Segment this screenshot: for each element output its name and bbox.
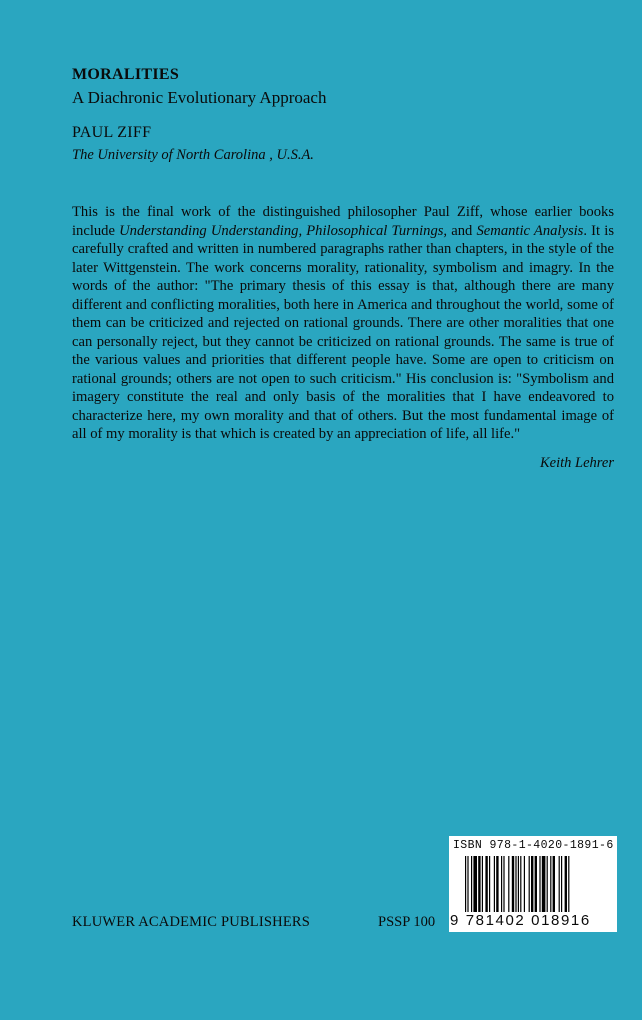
blurb-text-1: This is the final work of the distinguished philosopher Paul Ziff, whose earlier books include <box>72 204 614 239</box>
isbn-label: ISBN 978-1-4020-1891-6 <box>453 839 614 852</box>
barcode-bar <box>529 856 530 914</box>
barcode-bar <box>553 856 555 914</box>
barcode-bar <box>501 856 502 914</box>
barcode-bar <box>550 856 551 914</box>
barcode-bar <box>520 856 521 914</box>
barcode-bar <box>494 856 495 914</box>
barcode-bars <box>465 856 605 918</box>
blurb-text-3: . It is carefully crafted and written in numbered paragraphs rather than chapters, in the style of the later Wittgenstein. The work concerns morality, rationality, symbolism and imagry. In the words of the author: "The primary thesis of this essay is that, although there are many different and conflicting moralities, both here in America and throughout the world, some of them can be criticized and rejected on rational grounds. There are other moralities that one can personally reject, but they cannot be criticized on rational grounds. The same is true of the various values and priorities that different people have. Some are open to criticism on rational grounds; others are not open to such criticism." His conclusion is: "Symbolism and imagery constitute the real and only basis of the moralities that I have endeavored to characterize here, my own morality and that of others. But the most fundamental image of all of my morality is that which is created by an appreciation of life, all life." <box>72 222 615 442</box>
barcode-bar <box>467 856 468 914</box>
barcode-bar <box>503 856 504 914</box>
barcode-bar <box>465 856 466 914</box>
barcode-bar <box>568 856 569 914</box>
barcode-bar <box>539 856 540 914</box>
barcode-bar <box>515 856 516 914</box>
book-description <box>72 203 614 444</box>
barcode-bar <box>489 856 490 914</box>
barcode-bar <box>565 856 567 914</box>
barcode-bar <box>496 856 498 914</box>
blurb-italic-titles: Understanding Understanding, Philosophical Turnings, <box>119 222 448 239</box>
barcode-bar <box>473 856 477 914</box>
barcode-bar <box>524 856 525 914</box>
barcode-bar <box>512 856 514 914</box>
blurb-text-2: and <box>447 222 477 239</box>
barcode-bar <box>485 856 487 914</box>
barcode-bar <box>518 856 519 914</box>
barcode-bar <box>482 856 483 914</box>
barcode-bar <box>547 856 548 914</box>
barcode-bar <box>508 856 509 914</box>
barcode-bar <box>561 856 562 914</box>
isbn-barcode <box>449 836 617 932</box>
author-affiliation: The University of North Carolina , U.S.A. <box>72 147 314 163</box>
barcode-bar <box>559 856 560 914</box>
author-name: PAUL ZIFF <box>72 124 152 141</box>
series-number: PSSP 100 <box>378 914 436 930</box>
book-subtitle: A Diachronic Evolutionary Approach <box>72 88 327 107</box>
barcode-bar <box>478 856 480 914</box>
reviewer-name: Keith Lehrer <box>540 455 614 471</box>
book-title: MORALITIES <box>72 66 180 83</box>
barcode-digits: 9 781402 018916 <box>450 912 591 929</box>
barcode-bar <box>471 856 472 914</box>
barcode-bar <box>542 856 546 914</box>
barcode-bar <box>531 856 533 914</box>
publisher-name: KLUWER ACADEMIC PUBLISHERS <box>72 914 311 930</box>
barcode-bar <box>535 856 537 914</box>
blurb-italic-title: Semantic Analysis <box>476 222 584 239</box>
